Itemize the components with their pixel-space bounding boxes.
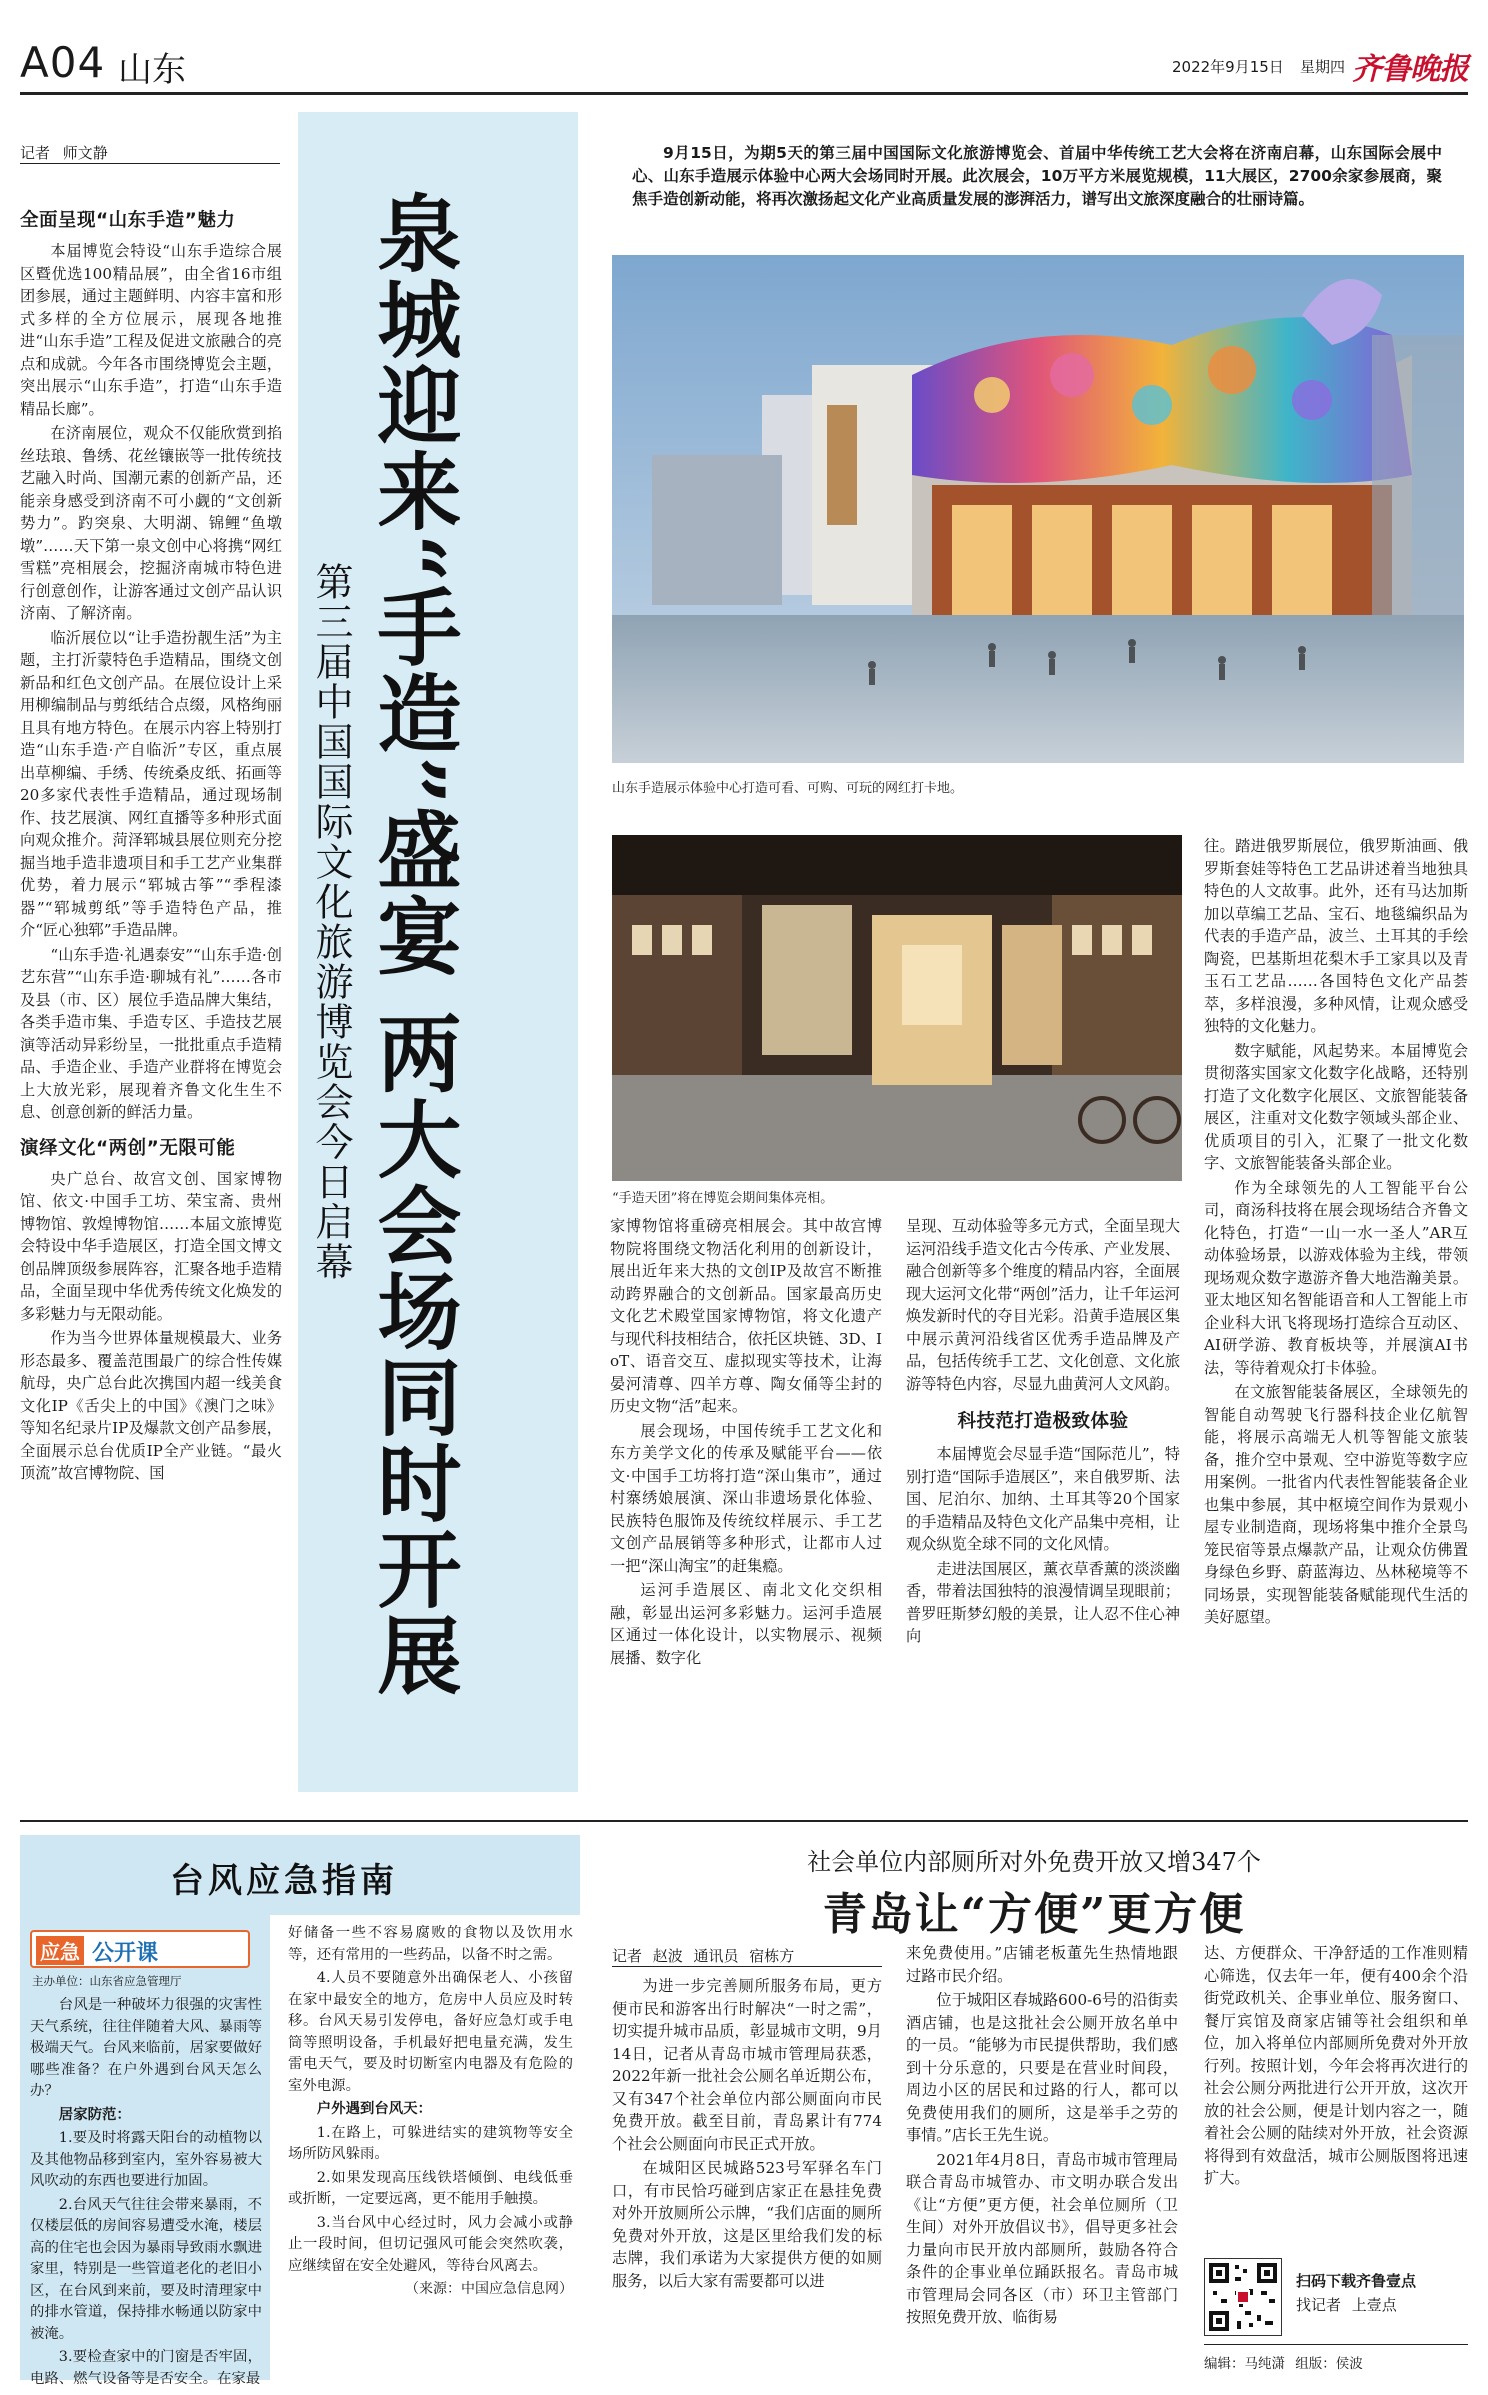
col4-paragraph: 往。踏进俄罗斯展位，俄罗斯油画、俄罗斯套娃等特色工艺品讲述着当地独具特色的人文故事。此外，还有马达加斯加以草编工艺品、宝石、地毯编织品为代表的手造产品，波兰、土耳其的手绘陶瓷，巴基斯坦花梨木手工家具以及青玉石工艺品……各国特色文化产品荟萃，多样浪漫，多种风情，让观众感受独特的文化魅力。 bbox=[1204, 837, 1468, 1035]
typhoon-paragraph: 3.当台风中心经过时，风力会减小或静止一段时间，但切记强风可能会突然吹袭，应继续留在安全处避风，等待台风离去。 bbox=[288, 2214, 573, 2274]
main-column-3 bbox=[906, 1215, 1180, 1650]
main-lead: 9月15日，为期5天的第三届中国国际文化旅游博览会、首届中华传统工艺大会将在济南启幕，山东国际会展中心、山东手造展示体验中心两大会场同时开展。此次展会，10万平方米展览规模，11大展区，2700余家参展商，聚焦手造创新动能，将再次激扬起文化产业高质量发展的澎湃活力，谱写出文旅深度融合的壮丽诗篇。 bbox=[632, 144, 1442, 208]
col3-paragraph: 走进法国展区，薰衣草香薰的淡淡幽香，带着法国独特的浪漫情调呈现眼前；普罗旺斯梦幻般的美景，让人忍不住心神向 bbox=[906, 1559, 1180, 1645]
typhoon-paragraph: 4.人员不要随意外出确保老人、小孩留在家中最安全的地方，危房中人员应及时转移。台风天易引发停电，备好应急灯或手电筒等照明设备，手机最好把电量充满，发生雷电天气，要及时切断室内电器及有危险的室外电源。 bbox=[288, 1970, 573, 2094]
col2-paragraph: 家博物馆将重磅亮相展会。其中故宫博物院将围绕文物活化利用的创新设计，展出近年来大热的文创IP及故宫不断推动跨界融合的文创新品。国家最高历史文化艺术殿堂国家博物馆，将文化遗产与现代科技相结合，依托区块链、3D、IoT、语音交互、虚拟现实等技术，让海晏河清尊、四羊方尊、陶女俑等尘封的历史文物“活”起来。 bbox=[610, 1217, 882, 1415]
col3-paragraph: 本届博览会尽显手造“国际范儿”，特别打造“国际手造展区”，来自俄罗斯、法国、尼泊尔、加纳、土耳其等20个国家的手造精品及特色文化产品集中亮相，让观众纵览全球不同的文化风情。 bbox=[906, 1445, 1180, 1553]
col1-paragraph: 央广总台、故宫文创、国家博物馆、依文·中国手工坊、荣宝斋、贵州博物馆、敦煌博物馆……本届文旅博览会特设中华手造展区，打造全国文博文创品牌顶级参展阵容，汇聚各地手造精品，全面呈现中华优秀传统文化焕发的多彩魅力与无限动能。 bbox=[20, 1169, 282, 1323]
typhoon-paragraph: 2.如果发现高压线铁塔倾倒、电线低垂或折断，一定要远离，更不能用手触摸。 bbox=[288, 2169, 573, 2207]
photo-craft-team bbox=[612, 835, 1182, 1181]
col2-paragraph: 展会现场，中国传统手工艺文化和东方美学文化的传承及赋能平台——依文·中国手工坊将打造“深山集市”，通过村寨绣娘展演、深山非遗场景化体验、民族特色服饰及传统纹样展示、手工艺文创产品展销等多种形式，让都市人过一把“深山淘宝”的赶集瘾。 bbox=[610, 1421, 882, 1575]
header-rule bbox=[20, 92, 1468, 95]
main-headline: 泉城迎来“手造”盛宴 两大会场同时开展 bbox=[364, 190, 463, 1698]
typhoon-column-1 bbox=[30, 1995, 262, 2392]
byline-rule bbox=[20, 163, 280, 164]
typhoon-paragraph: 好储备一些不容易腐败的食物以及饮用水等，还有常用的一些药品，以备不时之需。 bbox=[288, 1925, 573, 1963]
page-number: A04 bbox=[20, 38, 106, 87]
qingdao-column-3 bbox=[1204, 1942, 1468, 2192]
footer-rule bbox=[1204, 2344, 1468, 2345]
typhoon-subheading: 户外遇到台风天： bbox=[316, 2101, 432, 2117]
course-host: 主办单位：山东省应急管理厅 bbox=[32, 1974, 182, 1988]
issue-weekday: 星期四 bbox=[1300, 58, 1346, 76]
main-byline: 记者 师文静 bbox=[20, 144, 108, 162]
course-badge-b: 公开课 bbox=[92, 1940, 159, 1966]
main-subhead: 第三届中国国际文化旅游博览会今日启幕 bbox=[309, 562, 353, 1282]
col3-paragraph: 呈现、互动体验等多元方式，全面呈现大运河沿线手造文化古今传承、产业发展、融合创新等多个维度的精品内容，全面展现大运河文化带“两创”活力，让千年运河焕发新时代的夺目光彩。沿黄手造展区集中展示黄河沿线省区优秀手造品牌及产品，包括传统手工艺、文化创意、文化旅游等特色内容，尽显九曲黄河人文风韵。 bbox=[906, 1217, 1180, 1393]
qr-code-icon bbox=[1205, 2259, 1281, 2335]
qingdao-paragraph: 位于城阳区春城路600-6号的沿街卖酒店铺，也是这批社会公厕开放名单中的一员。“能够为市民提供帮助，我们感到十分乐意的，只要是在营业时间段，周边小区的居民和过路的行人，都可以免费使用我们的厕所，这是举手之劳的事情。”店长王先生说。 bbox=[906, 1991, 1178, 2144]
brand-logo: 齐鲁晚报 bbox=[1352, 52, 1468, 87]
course-badge bbox=[30, 1930, 250, 1968]
page-footer: 编辑：马纯潇 组版：侯波 bbox=[1204, 2356, 1363, 2372]
qingdao-paragraph: 在城阳区民城路523号军驿名车门口，有市民恰巧碰到店家正在悬挂免费对外开放厕所公示牌，“我们店面的厕所免费对外开放，这是区里给我们发的标志牌，我们承诺为大家提供方便的如厕服务，以后大家有需要都可以进 bbox=[612, 2159, 882, 2290]
col1-subheading-2: 演绎文化“两创”无限可能 bbox=[20, 1137, 236, 1159]
issue-date: 2022年9月15日 bbox=[1172, 58, 1284, 76]
typhoon-paragraph: 台风是一种破坏力很强的灾害性天气系统，往往伴随着大风、暴雨等极端天气。台风来临前，居家要做好哪些准备？在户外遇到台风天怎么办？ bbox=[30, 1997, 262, 2099]
qr-code[interactable] bbox=[1204, 2258, 1282, 2336]
col1-paragraph: 临沂展位以“让手造扮靓生活”为主题，主打沂蒙特色手造精品，围绕文创新品和红色文创产品。在展位设计上采用柳编制品与剪纸结合点缀，风格绚丽且具有地方特色。在展示内容上特别打造“山东手造·产自临沂”专区，重点展出草柳编、手绣、传统桑皮纸、拓画等20多家代表性手造精品，通过现场制作、技艺展演、网红直播等多种形式面向观众推介。菏泽郓城县展位则充分挖掘当地手造非遗项目和手工艺产业集群优势，着力展示“郓城古筝”“季程漆器”“郓城剪纸”等手造特色产品，推介“匠心独郓”手造品牌。 bbox=[20, 628, 282, 939]
typhoon-title: 台风应急指南 bbox=[170, 1861, 398, 1901]
typhoon-guide-box bbox=[20, 1835, 580, 2387]
col2-paragraph: 运河手造展区、南北文化交织相融，彰显出运河多彩魅力。运河手造展区通过一体化设计，以实物展示、视频展播、数字化 bbox=[610, 1581, 882, 1667]
qingdao-byline: 记者 赵波 通讯员 宿栋方 bbox=[612, 1947, 795, 1965]
photo2-caption: “手造天团”将在博览会期间集体亮相。 bbox=[612, 1191, 834, 1206]
col4-paragraph: 数字赋能，风起势来。本届博览会贯彻落实国家文化数字化战略，还特别打造了文化数字化展区、文旅智能装备展区，注重对文化数字领域头部企业、优质项目的引入，汇聚了一批文化数字、文旅智能装备头部企业。 bbox=[1204, 1041, 1468, 1172]
qingdao-paragraph: 2021年4月8日，青岛市城市管理局联合青岛市城管办、市文明办联合发出《让“方便”更方便，社会单位厕所（卫生间）对外开放倡议书》，倡导更多社会力量向市民开放内部厕所，鼓励各符合条件的企事业单位踊跃报名。青岛市城市管理局会同各区（市）环卫主管部门按照免费开放、临街易 bbox=[906, 2150, 1178, 2326]
craft-hall-illustration bbox=[612, 835, 1182, 1181]
main-column-1 bbox=[20, 198, 282, 1487]
typhoon-paragraph: 3.要检查家中的门窗是否牢固，电路、燃气设备等是否安全。在家最 bbox=[30, 2349, 262, 2387]
qingdao-byline-rule bbox=[612, 1966, 882, 1967]
typhoon-paragraph: 2.台风天气往往会带来暴雨，不仅楼层低的房间容易遭受水淹，楼层高的住宅也会因为暴雨导致雨水飘进家里，特别是一些管道老化的老旧小区，在台风到来前，要及时清理家中的排水管道，保持排水畅通以防家中被淹。 bbox=[30, 2196, 262, 2342]
course-badge-a: 应急 bbox=[36, 1936, 84, 1965]
qingdao-kicker: 社会单位内部厕所对外免费开放又增347个 bbox=[807, 1848, 1261, 1876]
page-header bbox=[0, 0, 1488, 95]
main-column-4 bbox=[1204, 835, 1468, 1631]
qingdao-paragraph: 为进一步完善厕所服务布局，更方便市民和游客出行时解决“一时之需”，切实提升城市品质，彰显城市文明，9月14日，记者从青岛市城市管理局获悉，2022年新一批社会公厕名单近期公布，又有347个社会单位内部公厕面向市民免费开放。截至目前，青岛累计有774个社会公厕面向市民正式开放。 bbox=[612, 1977, 882, 2153]
section-divider bbox=[20, 1820, 1468, 1822]
qingdao-headline: 青岛让“方便”更方便 bbox=[822, 1889, 1246, 1940]
col1-paragraph: 本届博览会特设“山东手造综合展区暨优选100精品展”，由全省16市组团参展，通过主题鲜明、内容丰富和形式多样的全方位展示，展现各地推进“山东手造”工程及促进文旅融合的亮点和成就。今年各市围绕博览会主题，突出展示“山东手造”，打造“山东手造精品长廊”。 bbox=[20, 242, 282, 418]
section-name: 山东 bbox=[118, 50, 186, 90]
exhibition-center-illustration bbox=[612, 255, 1464, 763]
col1-paragraph: “山东手造·礼遇泰安”“山东手造·创艺东营”“山东手造·聊城有礼”……各市及县（市、区）展位手造品牌大集结，各类手造市集、手造专区、手造技艺展演等活动异彩纷呈，一批批重点手造精品、手造企业、手造产业群将在博览会上大放光彩，展现着齐鲁文化生生不息、创意创新的鲜活力量。 bbox=[20, 945, 282, 1121]
typhoon-column-2 bbox=[288, 1923, 573, 2302]
photo-exhibition-center bbox=[612, 255, 1464, 763]
qingdao-column-1 bbox=[612, 1975, 882, 2294]
headline-band bbox=[298, 112, 578, 1792]
col1-paragraph: 作为当今世界体量规模最大、业务形态最多、覆盖范围最广的综合性传媒航母，央广总台此次携国内超一线美食文化IP《舌尖上的中国》《澳门之味》等知名纪录片IP及爆款文创产品参展，全面展示总台优质IP全产业链。“最火顶流”故宫博物院、国 bbox=[20, 1329, 282, 1482]
qingdao-column-2 bbox=[906, 1942, 1178, 2331]
col4-paragraph: 在文旅智能装备展区，全球领先的智能自动驾驶飞行器科技企业亿航智能，将展示高端无人机等智能文旅装备，推介空中景观、空中游览等数字应用案例。一批省内代表性智能装备企业也集中参展，其中枢境空间作为景观小屋专业制造商，现场将集中推介全景鸟笼民宿等景点爆款产品，让观众仿佛置身绿色乡野、蔚蓝海边、丛林秘境等不同场景，实现智能装备赋能现代生活的美好愿望。 bbox=[1204, 1383, 1468, 1626]
qingdao-paragraph: 达、方便群众、干净舒适的工作准则精心筛选，仅去年一年，便有400余个沿街党政机关、企事业单位、服务窗口、餐厅宾馆及商家店铺等社会组织和单位，加入将单位内部厕所免费对外开放行列。按照计划，今年会将再次进行的社会公厕分两批进行公开开放，这次开放的社会公厕，便是计划内容之一，随着社会公厕的陆续对外开放，社会资源将得到有效盘活，城市公厕版图将迅速扩大。 bbox=[1204, 1944, 1468, 2187]
typhoon-title-band bbox=[20, 1835, 580, 1915]
photo1-caption: 山东手造展示体验中心打造可看、可购、可玩的网红打卡地。 bbox=[612, 781, 964, 796]
typhoon-paragraph: 1.在路上，可躲进结实的建筑物等安全场所防风躲雨。 bbox=[288, 2124, 573, 2162]
typhoon-source: （来源：中国应急信息网） bbox=[405, 2281, 573, 2297]
col4-paragraph: 作为全球领先的人工智能平台公司，商汤科技将在展会现场结合齐鲁文化特色，打造“一山一水一圣人”AR互动体验场景，以游戏体验为主线，带领现场观众数字遨游齐鲁大地浩瀚美景。亚太地区知名智能语音和人工智能上市企业科大讯飞将现场打造综合互动区、AI研学游、教育板块等，并展演AI书法，等待着观众打卡体验。 bbox=[1204, 1178, 1468, 1377]
typhoon-subheading: 居家防范： bbox=[58, 2106, 131, 2123]
col3-subheading: 科技范打造极致体验 bbox=[957, 1411, 1129, 1432]
qingdao-paragraph: 来免费使用。”店铺老板董先生热情地跟过路市民介绍。 bbox=[906, 1944, 1178, 1985]
main-column-2 bbox=[610, 1215, 882, 1671]
qr-caption-2: 找记者 上壹点 bbox=[1296, 2296, 1397, 2314]
qr-caption-1: 扫码下载齐鲁壹点 bbox=[1296, 2272, 1417, 2290]
col1-paragraph: 在济南展位，观众不仅能欣赏到掐丝珐琅、鲁绣、花丝镶嵌等一批传统技艺融入时尚、国潮元素的创新产品，还能亲身感受到济南不可小觑的“文创新势力”。趵突泉、大明湖、锦鲤“鱼墩墩”……天下第一泉文创中心将携“网红雪糕”亮相展会，挖掘济南城市特色进行创意创作，让游客通过文创产品认识济南、了解济南。 bbox=[20, 424, 282, 622]
typhoon-paragraph: 1.要及时将露天阳台的动植物以及其他物品移到室内，室外容易被大风吹动的东西也要进行加固。 bbox=[30, 2130, 262, 2189]
col1-subheading-1: 全面呈现“山东手造”魅力 bbox=[20, 210, 236, 231]
